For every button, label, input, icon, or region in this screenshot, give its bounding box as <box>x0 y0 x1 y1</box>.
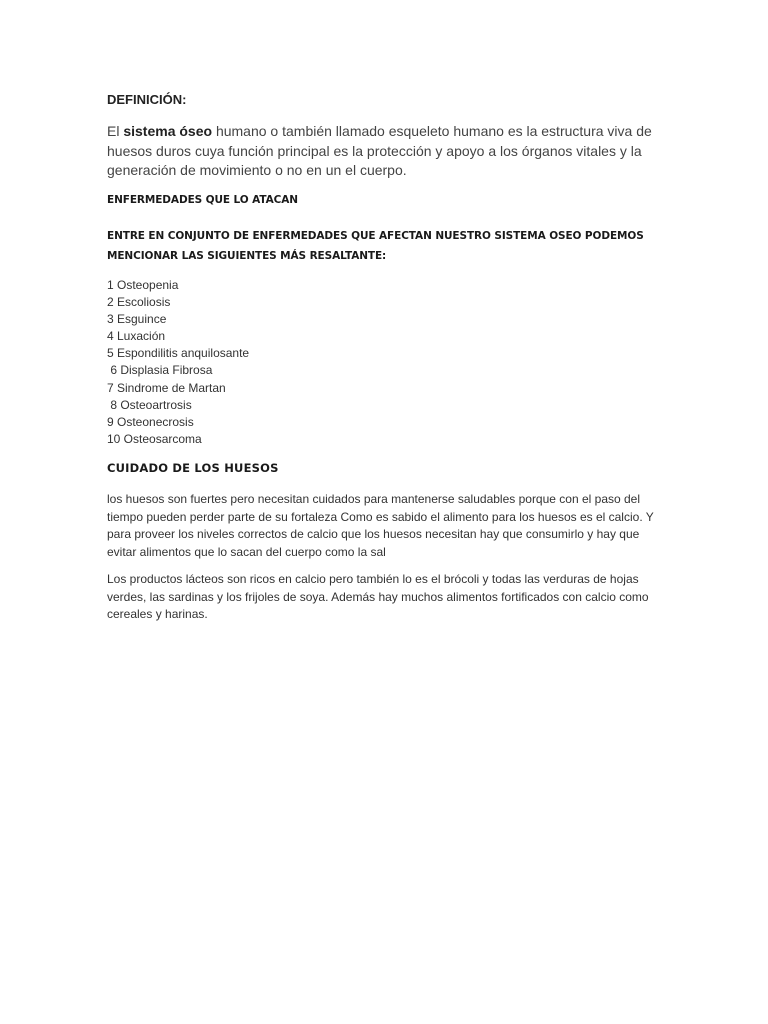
diseases-heading: ENFERMEDADES QUE LO ATACAN <box>107 194 298 206</box>
intro-rest: humano o también llamado esqueleto humano es la estructura viva de huesos duros cuya función principal es la protección y apoyo a los órganos vitales y la generación de movimiento o no en un el cuerpo. <box>107 123 652 178</box>
care-paragraph-1: los huesos son fuertes pero necesitan cuidados para mantenerse saludables porque con el paso del tiempo pueden perder parte de su fortaleza Como es sabido el alimento para los huesos es el calcio. Y para proveer los niveles correctos de calcio que los huesos necesitan hay que consumirlo y hay que evitar alimentos que lo sacan del cuerpo como la sal <box>107 492 654 559</box>
list-item: 3 Esguince <box>107 312 167 327</box>
definition-heading: DEFINICIÓN: <box>107 92 187 107</box>
care-heading: CUIDADO DE LOS HUESOS <box>107 461 279 475</box>
list-item: 7 Sindrome de Martan <box>107 380 226 395</box>
intro-bold-term: sistema óseo <box>123 123 213 139</box>
list-item: 1 Osteopenia <box>107 278 179 292</box>
intro-paragraph <box>107 122 667 181</box>
list-item: 9 Osteonecrosis <box>107 414 194 429</box>
list-item: 6 Displasia Fibrosa <box>107 363 213 378</box>
list-item: 2 Escoliosis <box>107 295 171 310</box>
intro-prefix: El <box>107 123 124 139</box>
diseases-list <box>107 277 249 448</box>
care-paragraph-2: Los productos lácteos son ricos en calcio pero también lo es el brócoli y todas las verduras de hojas verdes, las sardinas y los frijoles de soya. Además hay muchos alimentos fortificados con calcio como cereales y harinas. <box>107 572 649 622</box>
list-item: 5 Espondilitis anquilosante <box>107 346 250 361</box>
list-item: 10 Osteosarcoma <box>107 431 202 446</box>
list-item: 4 Luxación <box>107 329 166 344</box>
diseases-intro: ENTRE EN CONJUNTO DE ENFERMEDADES QUE AFECTAN NUESTRO SISTEMA OSEO PODEMOS MENCIONAR LAS SIGUIENTES MÁS RESALTANTE: <box>107 230 644 262</box>
list-item: 8 Osteoartrosis <box>107 397 192 412</box>
